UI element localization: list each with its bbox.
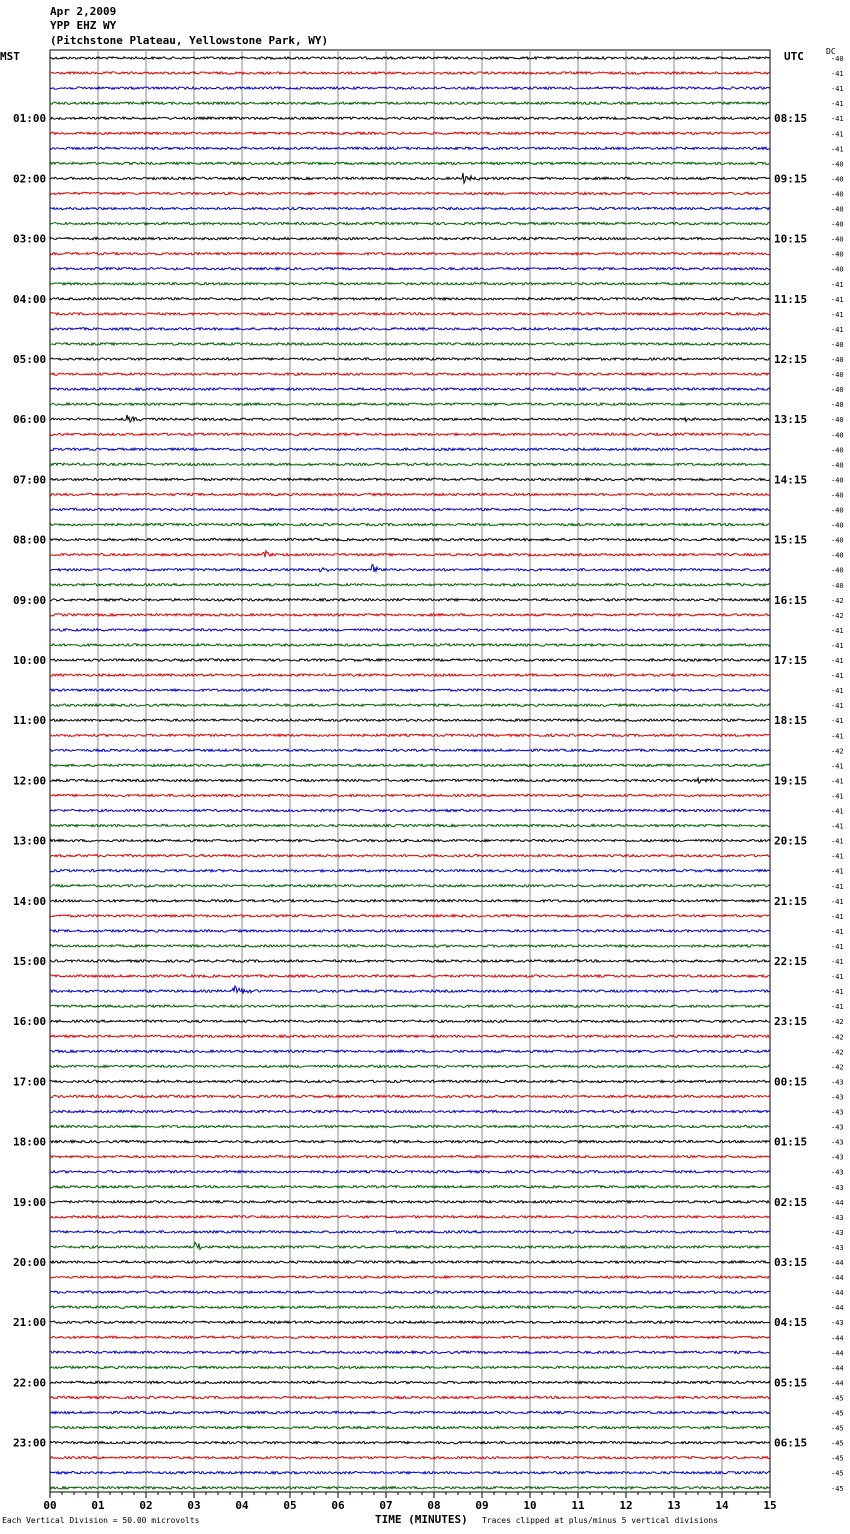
seismic-trace (50, 674, 770, 676)
seismic-trace (50, 328, 770, 330)
seismic-trace (50, 734, 770, 736)
dc-offset-label: -40 (831, 416, 844, 425)
hour-label-left: 02:00 (13, 172, 47, 186)
seismic-trace (50, 1411, 770, 1413)
dc-offset-label: -40 (831, 220, 844, 229)
hour-label-left: 18:00 (13, 1135, 47, 1149)
seismic-trace (50, 1005, 770, 1007)
x-tick-label: 12 (619, 1499, 633, 1512)
seismic-trace (50, 192, 770, 194)
dc-offset-label: -41 (831, 115, 844, 124)
hour-label-left: 03:00 (13, 232, 47, 246)
seismic-trace (50, 1291, 770, 1293)
dc-offset-label: -41 (831, 927, 844, 936)
hour-label-left: 01:00 (13, 112, 47, 126)
seismic-trace (50, 1156, 770, 1158)
seismic-trace (50, 930, 770, 932)
hour-label-right: 11:15 (774, 292, 808, 306)
x-tick-label: 07 (379, 1499, 393, 1512)
dc-offset-label: -40 (831, 476, 844, 485)
hour-label-right: 21:15 (774, 894, 808, 908)
dc-offset-label: -43 (831, 1123, 844, 1132)
dc-offset-label: -41 (831, 70, 844, 79)
seismic-trace (50, 551, 770, 557)
dc-offset-label: -40 (831, 371, 844, 380)
dc-offset-label: -44 (831, 1259, 844, 1267)
hour-label-left: 07:00 (13, 473, 47, 487)
dc-offset-label: -41 (831, 988, 844, 997)
dc-offset-label: -40 (831, 566, 844, 575)
seismic-trace (50, 809, 770, 811)
dc-offset-label: -42 (831, 611, 844, 620)
seismic-trace (50, 1457, 770, 1459)
hour-label-left: 05:00 (13, 353, 47, 366)
dc-offset-label: -41 (831, 641, 844, 650)
dc-offset-label: -41 (831, 310, 844, 319)
dc-offset-label: -43 (831, 1183, 844, 1192)
seismic-trace (50, 1242, 770, 1249)
seismic-trace (50, 1366, 770, 1368)
x-tick-label: 13 (667, 1499, 681, 1512)
hour-label-right: 10:15 (774, 232, 808, 246)
dc-offset-label: -40 (831, 160, 844, 169)
dc-offset-label: -43 (831, 1228, 844, 1237)
seismic-trace (50, 373, 770, 375)
dc-offset-label: -43 (831, 1108, 844, 1117)
dc-offset-label: -42 (831, 1033, 844, 1042)
dc-offset-label: -40 (831, 250, 844, 259)
seismic-trace (50, 1020, 770, 1022)
hour-label-right: 09:15 (774, 172, 808, 186)
hour-label-left: 23:00 (13, 1436, 47, 1450)
x-tick-label: 06 (331, 1499, 345, 1512)
seismic-trace (50, 173, 770, 183)
seismic-trace (50, 162, 770, 164)
seismic-trace (50, 448, 770, 450)
seismic-trace (50, 1050, 770, 1052)
seismic-trace (50, 117, 770, 119)
seismic-trace (50, 749, 770, 751)
dc-offset-label: -42 (831, 1063, 844, 1072)
x-tick-label: 11 (571, 1499, 585, 1512)
hour-label-left: 19:00 (13, 1195, 47, 1209)
seismic-trace (50, 689, 770, 691)
dc-offset-label: -45 (831, 1394, 844, 1403)
dc-offset-label: -40 (831, 55, 844, 63)
dc-offset-label: -44 (831, 1198, 844, 1207)
seismic-trace (50, 147, 770, 149)
hour-label-left: 10:00 (13, 654, 47, 667)
dc-offset-label: -44 (831, 1349, 844, 1358)
seismic-trace (50, 764, 770, 766)
dc-offset-label: -40 (831, 536, 844, 545)
hour-label-right: 04:15 (774, 1316, 808, 1330)
hour-label-right: 12:15 (774, 353, 808, 366)
dc-offset-label: -40 (831, 446, 844, 455)
scale-note: Each Vertical Division = 50.00 microvolts (2, 1516, 200, 1525)
station-location: (Pitchstone Plateau, Yellowstone Park, WY) (50, 34, 329, 47)
dc-offset-label: -40 (831, 581, 844, 590)
dc-offset-label: -41 (831, 958, 844, 966)
dc-offset-label: -41 (831, 852, 844, 861)
dc-offset-label: -45 (831, 1424, 844, 1433)
seismic-trace (50, 343, 770, 345)
hour-label-right: 06:15 (774, 1436, 808, 1450)
seismic-trace (50, 493, 770, 495)
dc-offset-label: -40 (831, 521, 844, 530)
hour-label-left: 06:00 (13, 413, 47, 427)
dc-offset-label: -41 (831, 792, 844, 801)
dc-offset-label: -41 (831, 762, 844, 771)
seismic-trace (50, 945, 770, 947)
seismic-trace (50, 1321, 770, 1323)
seismic-trace (50, 1201, 770, 1203)
seismic-trace (50, 1472, 770, 1474)
seismic-trace (50, 1441, 770, 1443)
dc-offset-label: -41 (831, 626, 844, 635)
x-tick-label: 15 (763, 1499, 777, 1512)
hour-label-left: 16:00 (13, 1015, 47, 1029)
seismic-trace (50, 463, 770, 465)
seismic-trace (50, 1216, 770, 1218)
hour-label-right: 23:15 (774, 1015, 808, 1029)
dc-offset-label: -40 (831, 265, 844, 274)
dc-offset-label: -41 (831, 1003, 844, 1012)
dc-offset-label: -44 (831, 1334, 844, 1343)
seismic-trace (50, 1035, 770, 1037)
hour-label-left: 21:00 (13, 1316, 47, 1330)
seismic-trace (50, 704, 770, 706)
dc-offset-label: -41 (831, 687, 844, 696)
seismic-trace (50, 1125, 770, 1127)
dc-offset-label: -40 (831, 506, 844, 515)
x-tick-label: 01 (91, 1499, 105, 1512)
hour-label-left: 22:00 (13, 1376, 47, 1390)
dc-offset-label: -43 (831, 1168, 844, 1177)
hour-label-left: 15:00 (13, 955, 47, 968)
hour-label-right: 22:15 (774, 955, 808, 968)
seismic-trace (50, 1140, 770, 1142)
dc-offset-label: -41 (831, 837, 844, 846)
dc-offset-label: -41 (831, 295, 844, 304)
seismic-trace (50, 1276, 770, 1278)
dc-offset-label: -40 (831, 431, 844, 440)
seismic-trace (50, 975, 770, 977)
dc-offset-label: -40 (831, 175, 844, 184)
x-tick-label: 00 (43, 1499, 57, 1512)
seismic-trace (50, 313, 770, 315)
hour-label-left: 11:00 (13, 714, 47, 728)
seismic-trace (50, 538, 770, 540)
seismic-trace (50, 478, 770, 480)
seismic-trace (50, 565, 770, 572)
dc-offset-label: -42 (831, 747, 844, 756)
dc-offset-label: -40 (831, 401, 844, 410)
seismic-trace (50, 358, 770, 360)
seismic-trace (50, 403, 770, 405)
dc-offset-label: -43 (831, 1078, 844, 1087)
dc-offset-label: -45 (831, 1484, 844, 1493)
dc-offset-label: -41 (831, 280, 844, 289)
x-tick-label: 14 (715, 1499, 729, 1512)
dc-offset-label: -43 (831, 1138, 844, 1147)
seismic-trace (50, 253, 770, 255)
hour-label-right: 17:15 (774, 654, 808, 667)
seismic-trace (50, 508, 770, 510)
seismic-trace (50, 523, 770, 525)
dc-offset-label: -45 (831, 1409, 844, 1418)
hour-label-right: 20:15 (774, 834, 808, 848)
dc-offset-label: -44 (831, 1304, 844, 1313)
dc-offset-label: -41 (831, 912, 844, 921)
dc-offset-label: -41 (831, 807, 844, 816)
seismic-trace (50, 87, 770, 89)
dc-offset-header: DC (826, 47, 836, 56)
seismic-trace (50, 1171, 770, 1173)
seismic-trace (50, 102, 770, 104)
plot-date: Apr 2,2009 (50, 5, 117, 18)
x-tick-label: 02 (139, 1499, 153, 1512)
hour-label-right: 14:15 (774, 473, 808, 487)
seismic-trace (50, 132, 770, 134)
dc-offset-label: -40 (831, 491, 844, 500)
seismic-trace (50, 778, 770, 783)
dc-offset-label: -41 (831, 822, 844, 831)
seismic-trace (50, 57, 770, 59)
dc-offset-label: -41 (831, 867, 844, 876)
x-tick-label: 09 (475, 1499, 489, 1512)
station-code: YPP EHZ WY (50, 19, 117, 32)
seismic-trace (50, 72, 770, 74)
hour-label-left: 09:00 (13, 593, 47, 607)
seismic-trace (50, 583, 770, 586)
hour-label-left: 13:00 (13, 834, 47, 848)
dc-offset-label: -45 (831, 1439, 844, 1448)
seismic-trace (50, 1095, 770, 1097)
seismic-trace (50, 885, 770, 887)
dc-offset-label: -41 (831, 732, 844, 741)
seismic-trace (50, 1065, 770, 1067)
dc-offset-label: -43 (831, 1153, 844, 1162)
seismic-trace (50, 1487, 770, 1489)
hour-label-right: 05:15 (774, 1376, 808, 1390)
dc-offset-label: -44 (831, 1289, 844, 1298)
dc-offset-label: -42 (831, 1018, 844, 1027)
right-timezone-label: UTC (784, 50, 804, 63)
seismic-trace (50, 1351, 770, 1353)
dc-offset-label: -44 (831, 1379, 844, 1388)
dc-offset-label: -43 (831, 1243, 844, 1252)
seismic-trace (50, 599, 770, 601)
clip-note: Traces clipped at plus/minus 5 vertical divisions (482, 1516, 719, 1525)
dc-offset-label: -40 (831, 190, 844, 199)
dc-offset-label: -40 (831, 356, 844, 364)
dc-offset-label: -41 (831, 657, 844, 665)
dc-offset-label: -45 (831, 1454, 844, 1463)
dc-offset-label: -41 (831, 85, 844, 94)
dc-offset-label: -41 (831, 100, 844, 109)
seismic-trace (50, 915, 770, 917)
hour-label-right: 15:15 (774, 533, 808, 547)
dc-offset-label: -44 (831, 1274, 844, 1283)
seismic-trace (50, 824, 770, 826)
x-axis-label: TIME (MINUTES) (375, 1513, 468, 1526)
seismic-trace (50, 283, 770, 285)
hour-label-left: 17:00 (13, 1075, 47, 1089)
seismic-trace (50, 1080, 770, 1082)
dc-offset-label: -41 (831, 145, 844, 154)
seismic-trace (50, 960, 770, 962)
seismic-trace (50, 644, 770, 646)
seismic-trace (50, 1186, 770, 1188)
left-timezone-label: MST (0, 50, 20, 63)
dc-offset-label: -43 (831, 1093, 844, 1102)
seismic-trace (50, 1261, 770, 1263)
hour-label-right: 16:15 (774, 593, 808, 607)
dc-offset-label: -41 (831, 973, 844, 982)
hour-label-left: 12:00 (13, 774, 47, 788)
hour-label-right: 18:15 (774, 714, 808, 728)
seismic-trace (50, 433, 770, 435)
dc-offset-label: -41 (831, 130, 844, 139)
seismic-trace (50, 1381, 770, 1383)
dc-offset-label: -41 (831, 702, 844, 711)
dc-offset-label: -40 (831, 386, 844, 395)
seismic-trace (50, 900, 770, 902)
x-tick-label: 03 (187, 1499, 201, 1512)
hour-label-right: 08:15 (774, 112, 808, 126)
seismic-trace (50, 1396, 770, 1398)
hour-label-left: 04:00 (13, 292, 47, 306)
x-tick-label: 04 (235, 1499, 249, 1512)
seismic-trace (50, 719, 770, 721)
seismic-trace (50, 268, 770, 270)
dc-offset-label: -40 (831, 340, 844, 349)
dc-offset-label: -44 (831, 1364, 844, 1373)
hour-label-right: 03:15 (774, 1256, 808, 1269)
hour-label-right: 01:15 (774, 1135, 808, 1149)
seismic-trace (50, 659, 770, 661)
seismic-trace (50, 1231, 770, 1233)
seismic-trace (50, 298, 770, 300)
dc-offset-label: -41 (831, 717, 844, 726)
hour-label-right: 02:15 (774, 1195, 808, 1209)
seismic-trace (50, 870, 770, 872)
seismic-trace (50, 222, 770, 224)
hour-label-left: 08:00 (13, 533, 47, 547)
hour-label-right: 00:15 (774, 1075, 808, 1089)
dc-offset-label: -41 (831, 897, 844, 906)
seismic-trace (50, 839, 770, 841)
seismic-trace (50, 237, 770, 239)
dc-offset-label: -42 (831, 596, 844, 605)
seismic-trace (50, 1110, 770, 1112)
dc-offset-label: -40 (831, 551, 844, 560)
dc-offset-label: -41 (831, 942, 844, 951)
dc-offset-label: -43 (831, 1319, 844, 1328)
dc-offset-label: -43 (831, 1213, 844, 1222)
seismic-trace (50, 207, 770, 209)
dc-offset-label: -40 (831, 205, 844, 214)
seismic-trace (50, 855, 770, 857)
seismic-trace (50, 794, 770, 796)
x-tick-label: 10 (523, 1499, 537, 1512)
seismic-trace (50, 388, 770, 390)
x-tick-label: 08 (427, 1499, 441, 1512)
dc-offset-label: -41 (831, 882, 844, 891)
dc-offset-label: -41 (831, 777, 844, 786)
hour-label-right: 19:15 (774, 774, 808, 788)
seismic-trace (50, 1426, 770, 1428)
seismic-trace (50, 415, 770, 422)
dc-offset-label: -41 (831, 672, 844, 681)
dc-offset-label: -41 (831, 325, 844, 334)
hour-label-left: 14:00 (13, 894, 47, 908)
dc-offset-label: -45 (831, 1469, 844, 1478)
x-tick-label: 05 (283, 1499, 297, 1512)
dc-offset-label: -40 (831, 461, 844, 470)
seismic-trace (50, 986, 770, 994)
seismic-trace (50, 1336, 770, 1338)
dc-offset-label: -40 (831, 235, 844, 244)
hour-label-left: 20:00 (13, 1256, 47, 1269)
seismic-trace (50, 629, 770, 631)
hour-label-right: 13:15 (774, 413, 808, 427)
dc-offset-label: -42 (831, 1048, 844, 1057)
seismic-trace (50, 614, 770, 616)
seismic-trace (50, 1306, 770, 1308)
